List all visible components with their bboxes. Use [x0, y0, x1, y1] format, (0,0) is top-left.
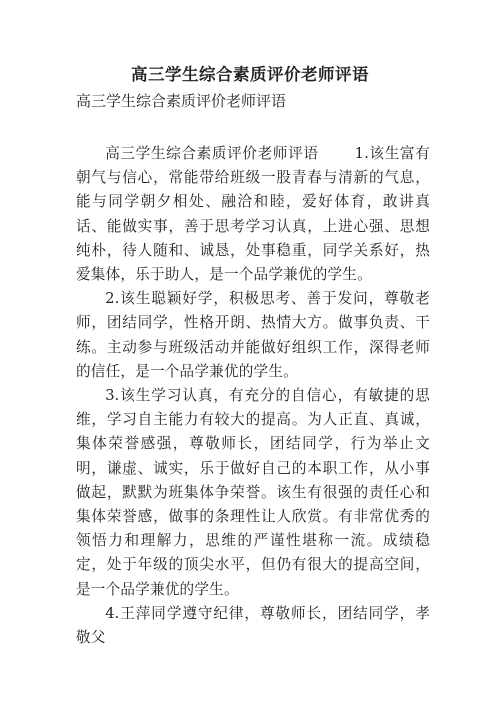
- paragraph-2: 2.该生聪颖好学，积极思考、善于发问，尊敬老师，团结同学，性格开朗、热情大方。做事负责、干练。主动参与班级活动并能做好组织工作，深得老师的信任，是一个品学兼优的学生。: [76, 290, 430, 380]
- document-body: [76, 142, 430, 650]
- paragraph-1-text: 1.该生富有朝气与信心，常能带给班级一股青春与清新的气息，能与同学朝夕相处、融洽和睦，爱好体育，敢讲真话、能做实事，善于思考学习认真，上进心强、思想纯朴，待人随和、诚恳，处事稳重，同学关系好，热爱集体，乐于助人，是一个品学兼优的学生。: [76, 145, 430, 284]
- paragraph-4: 4.王萍同学遵守纪律，尊敬师长，团结同学，孝敬父: [76, 604, 430, 647]
- document-title: 高三学生综合素质评价老师评语: [131, 65, 369, 84]
- inline-heading: 高三学生综合素质评价老师评语: [105, 145, 319, 162]
- paragraph-3: 3.该生学习认真，有充分的自信心，有敏捷的思维，学习自主能力有较大的提高。为人正直、真诚，集体荣誉感强，尊敬师长，团结同学，行为举止文明，谦虚、诚实，乐于做好自己的本职工作，从小事做起，默默为班集体争荣誉。该生有很强的责任心和集体荣誉感，做事的条理性让人欣赏。有非常优秀的领悟力和理解力，思维的严谨性堪称一流。成绩稳定，处于年级的顶尖水平，但仍有很大的提高空间，是一个品学兼优的学生。: [76, 387, 430, 598]
- paragraph-1: [76, 142, 430, 287]
- document-subtitle: 高三学生综合素质评价老师评语: [76, 92, 287, 110]
